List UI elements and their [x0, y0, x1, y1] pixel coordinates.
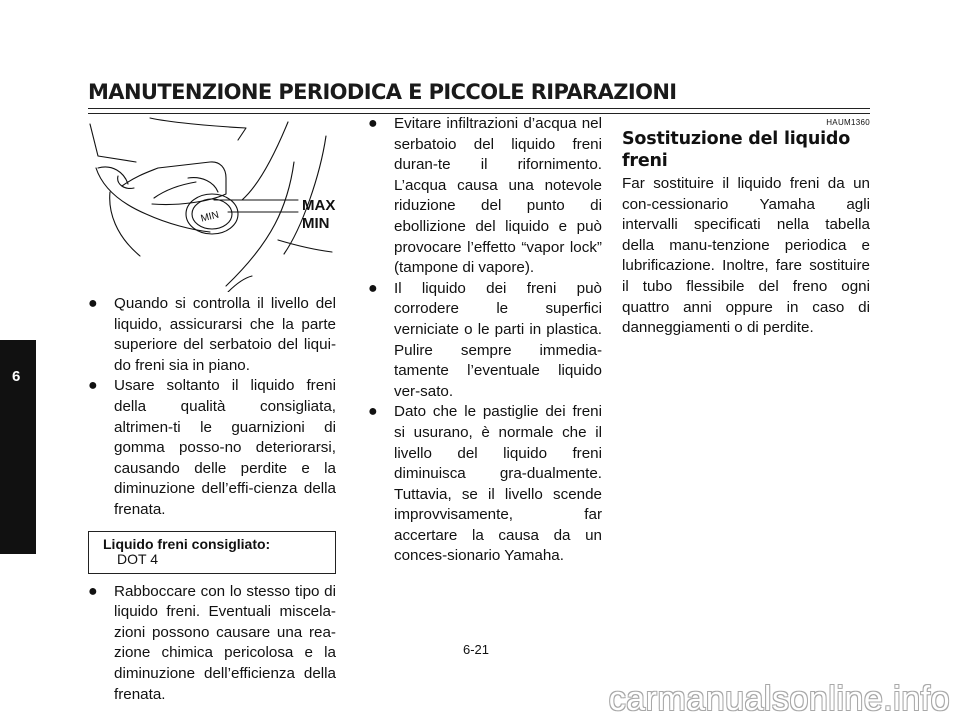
left-column [88, 294, 336, 705]
list-item: ● Dato che le pastiglie dei freni si usurano, è normale che il livello del liquido freni diminuisca gra-dualmente. Tuttavia, se il livello scende improvvisamente, far accertare la causa da un conces-sionario Yamaha. [368, 402, 602, 567]
chapter-number: 6 [12, 368, 21, 385]
list-item: ● Il liquido dei freni può corrodere le superfici verniciate o le parti in plastica. Pulire sempre immedia-tamente l’eventuale liquido ver-sato. [368, 279, 602, 403]
section-body: Far sostituire il liquido freni da un con-cessionario Yamaha agli intervalli specificati nella tabella della manu-tenzione periodica e lubrificazione. Inoltre, fare sostituire il tubo flessibile del freno ogni quattro anni oppure in caso di danneggiamenti o di perdite. [622, 175, 870, 337]
middle-bullet-list [368, 114, 602, 567]
list-item: ● Usare soltanto il liquido freni della qualità consigliata, altrimen-ti le guarnizioni di gomma posso-no deteriorarsi, causando delle perdite e la diminuzione dell’effi-cienza della frenata. [88, 376, 336, 520]
spec-value: DOT 4 [117, 550, 158, 567]
max-label: MAX [302, 197, 336, 214]
min-label: MIN [302, 215, 330, 232]
list-item: ● Rabboccare con lo stesso tipo di liquido freni. Eventuali miscela-zioni possono causare una rea-zione chimica pericolosa e la diminuzione dell’efficienza della frenata. [88, 582, 336, 706]
watermark: carmanualsonline.info [608, 680, 950, 718]
reservoir-drawing [88, 116, 348, 292]
recommended-fluid-box [88, 531, 336, 574]
left-bullet-list-2 [88, 582, 336, 706]
section-heading: Sostituzione del liquido freni [622, 129, 851, 171]
reservoir-min-mark: MIN [199, 209, 221, 225]
chapter-tab [0, 340, 36, 554]
list-item: ● Evitare infiltrazioni d’acqua nel serbatoio del liquido freni duran-te il rifornimento. L’acqua causa una notevole riduzione del punto di ebollizione del liquido e può provocare l’effetto “vapor lock” (tampone di vapore). [368, 114, 602, 279]
right-column [622, 114, 870, 339]
spec-title: Liquido freni consigliato: [103, 535, 271, 552]
page-title: MANUTENZIONE PERIODICA E PICCOLE RIPARAZIONI [88, 80, 677, 104]
list-item: ● Quando si controlla il livello del liquido, assicurarsi che la parte superiore del serbatoio del liqui-do freni sia in piano. [88, 294, 336, 376]
page-number: 6-21 [463, 642, 490, 657]
middle-column [368, 114, 602, 567]
document-code: HAUM1360 [826, 118, 870, 127]
left-bullet-list [88, 294, 336, 521]
brake-reservoir-illustration [88, 116, 348, 292]
